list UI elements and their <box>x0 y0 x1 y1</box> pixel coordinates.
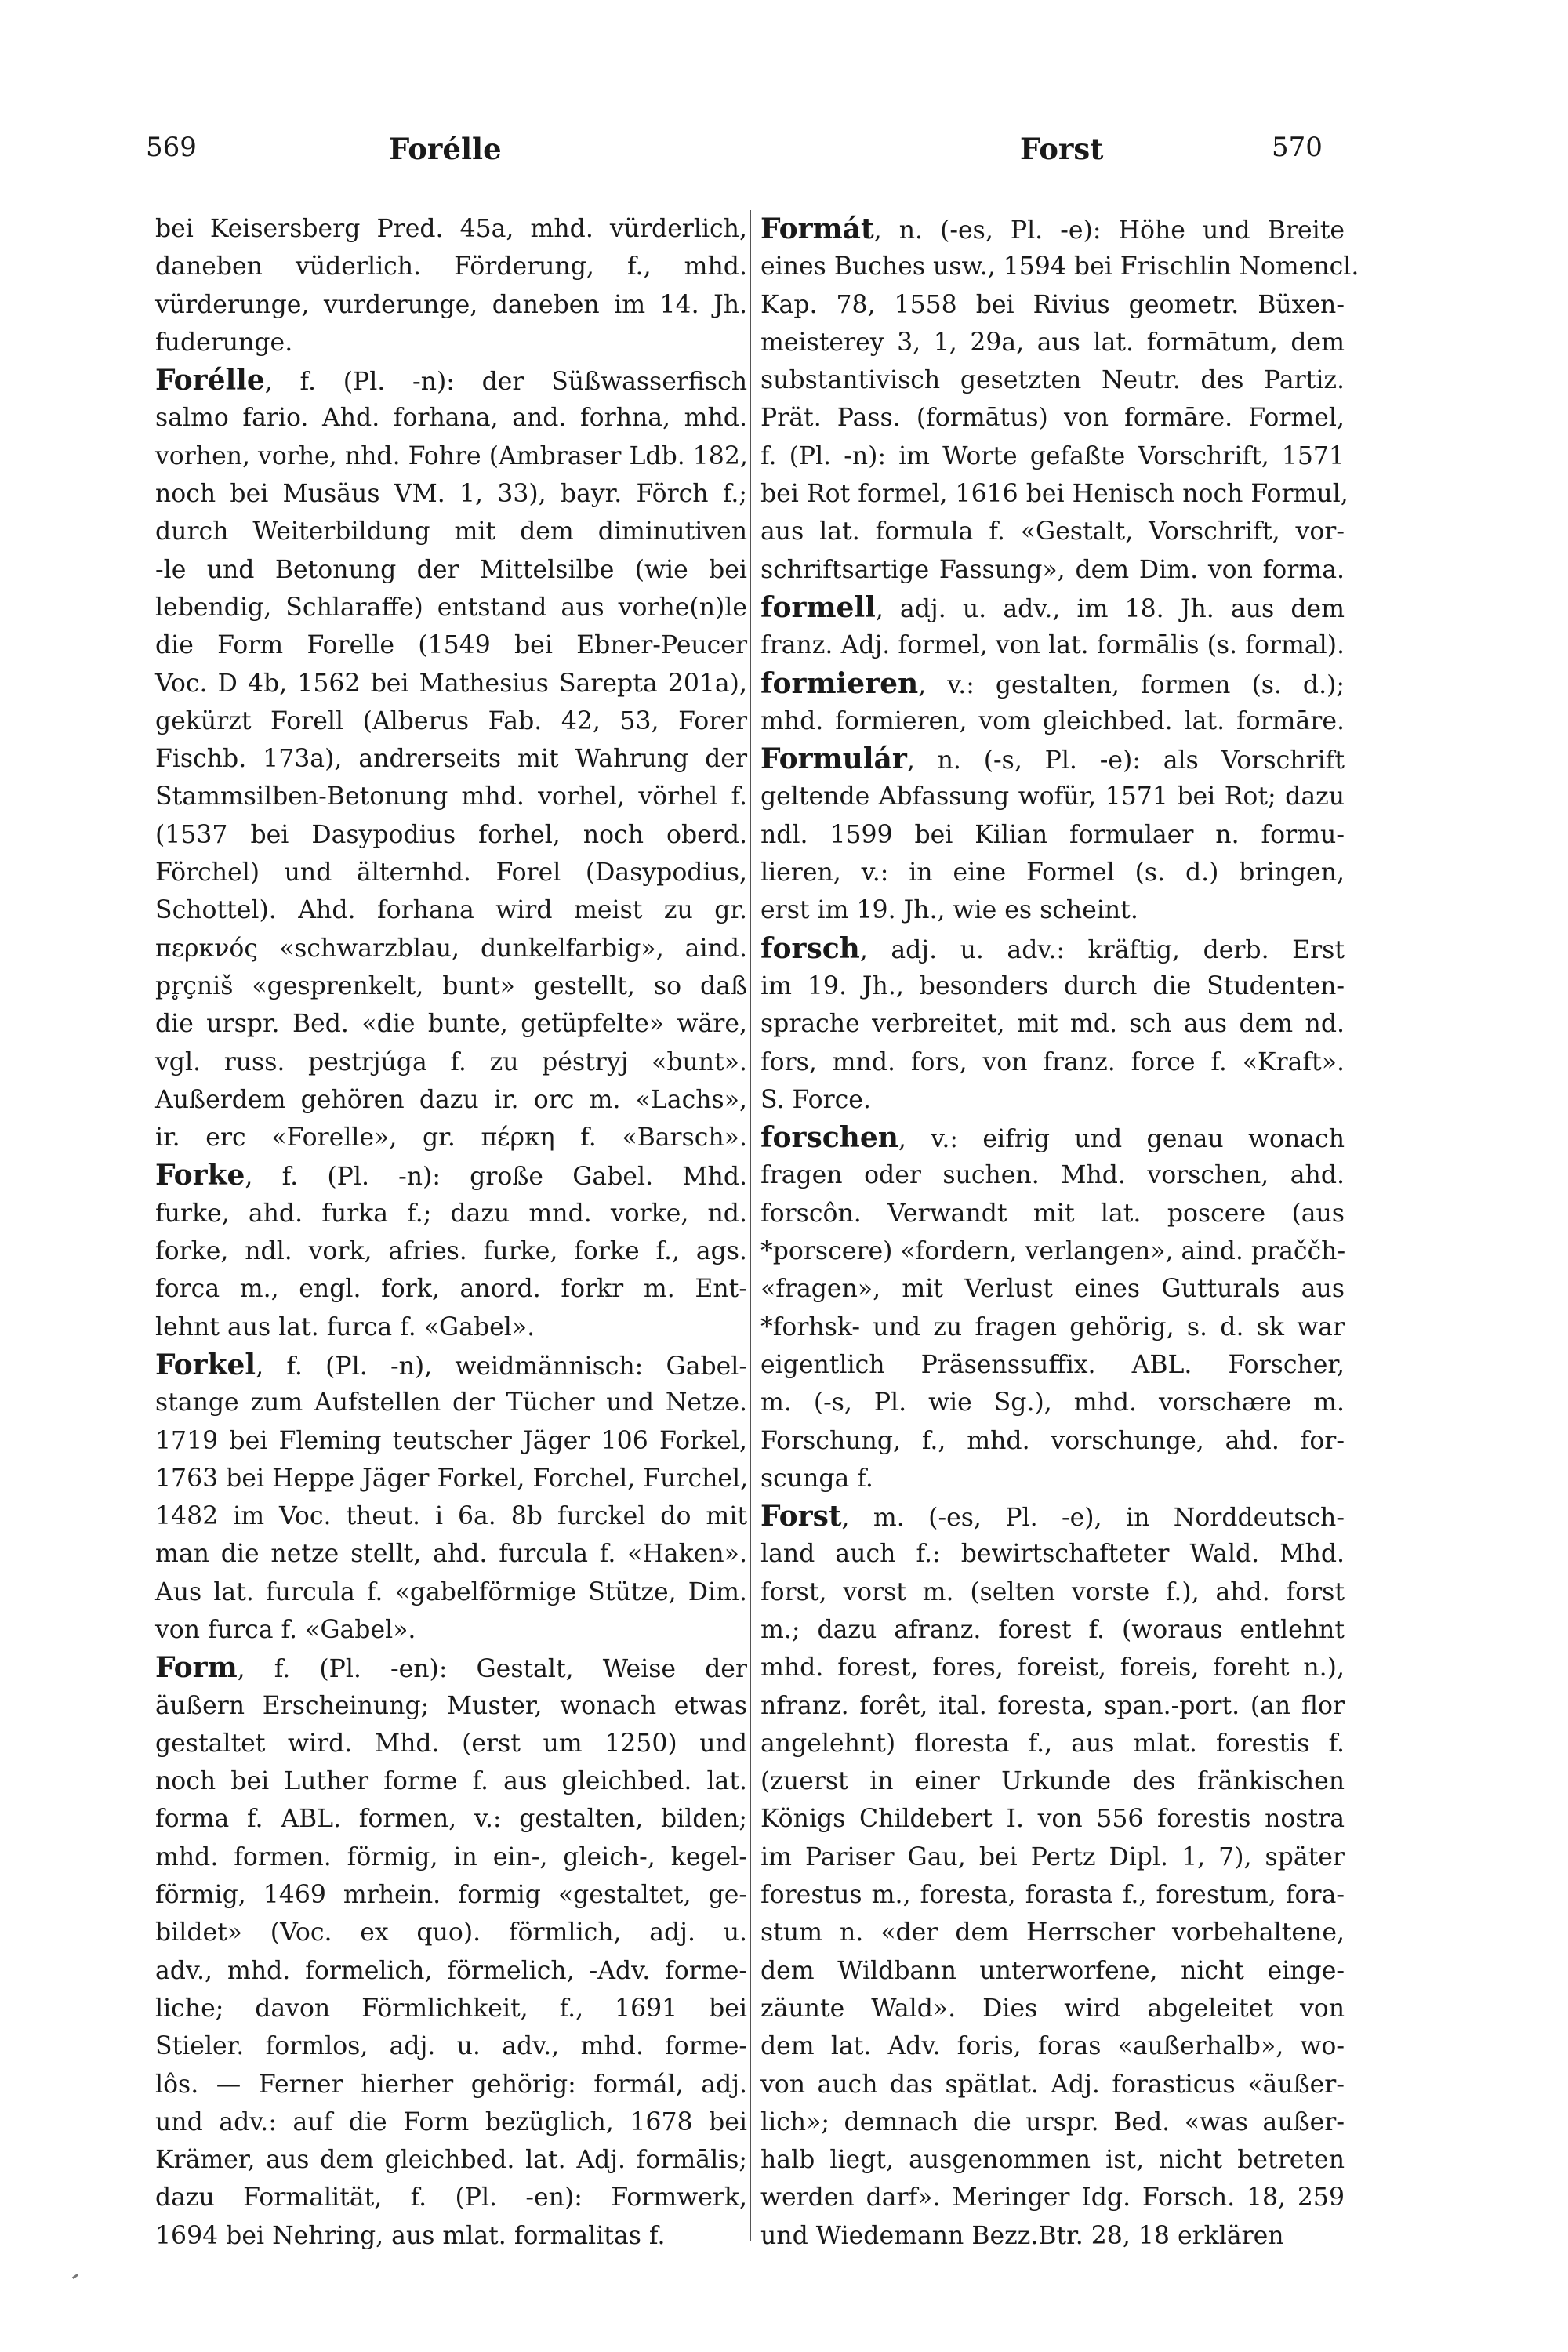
left-column-line: Forélle, f. (Pl. -n): der Süßwasserfisch <box>155 364 747 397</box>
right-column-line: forschen, v.: eifrig und genau wonach <box>760 1121 1345 1155</box>
right-column-line: schriftsartige Fassung», dem Dim. von forma. <box>760 555 1345 584</box>
right-column-line: Forst, m. (-es, Pl. -e), in Norddeutsch- <box>760 1500 1345 1534</box>
left-column-line: fuderunge. <box>155 328 293 357</box>
right-column-line: stum n. «der dem Herrscher vorbehaltene, <box>760 1918 1345 1947</box>
left-column-line: noch bei Luther forme f. aus gleichbed. lat. <box>155 1767 747 1796</box>
right-column-line: forscôn. Verwandt mit lat. poscere (aus <box>760 1199 1345 1228</box>
right-column-line: eines Buches usw., 1594 bei Frischlin Nomencl. <box>760 252 1359 281</box>
left-column-line: Schottel). Ahd. forhana wird meist zu gr. <box>155 896 747 925</box>
right-column-line: zäunte Wald». Dies wird abgeleitet von <box>760 1994 1345 2023</box>
left-column-line: von furca f. «Gabel». <box>155 1615 416 1644</box>
right-column-line: und Wiedemann Bezz.Btr. 28, 18 erklären <box>760 2221 1284 2250</box>
left-column-line: Form, f. (Pl. -en): Gestalt, Weise der <box>155 1651 747 1685</box>
left-column-line: (1537 bei Dasypodius forhel, noch oberd. <box>155 820 747 849</box>
left-column-line: durch Weiterbildung mit dem diminutiven <box>155 517 747 546</box>
left-column-line: forke, ndl. vork, afries. furke, forke f., ags. <box>155 1237 747 1266</box>
right-column-line: *forhsk- und zu fragen gehörig, s. d. sk war <box>760 1312 1345 1341</box>
left-column-line: pr̥çniš «gesprenkelt, bunt» gestellt, so daß <box>155 971 747 1000</box>
right-column-line: substantivisch gesetzten Neutr. des Partiz. <box>760 366 1345 395</box>
right-column <box>760 210 1359 2255</box>
right-column-line: erst im 19. Jh., wie es scheint. <box>760 896 1138 925</box>
left-column-line: 1482 im Voc. theut. i 6a. 8b furckel do mit <box>155 1502 747 1531</box>
left-column-line: vorhen, vorhe, nhd. Fohre (Ambraser Ldb. 182, <box>155 441 748 470</box>
right-column-line: aus lat. formula f. «Gestalt, Vorschrift, vor- <box>760 517 1345 546</box>
right-column-line: Formulár, n. (-s, Pl. -e): als Vorschrift <box>760 742 1345 776</box>
right-column-line: sprache verbreitet, mit md. sch aus dem nd. <box>760 1010 1345 1039</box>
left-column <box>155 210 747 2255</box>
right-column-line: nfranz. forêt, ital. foresta, span.-port. (an flor <box>760 1691 1345 1720</box>
left-column-line: und adv.: auf die Form bezüglich, 1678 bei <box>155 2107 747 2136</box>
right-column-line: forsch, adj. u. adv.: kräftig, derb. Erst <box>760 931 1345 965</box>
left-column-line: äußern Erscheinung; Muster, wonach etwas <box>155 1691 747 1720</box>
left-column-line: liche; davon Förmlichkeit, f., 1691 bei <box>155 1994 747 2023</box>
right-column-line: franz. Adj. formel, von lat. formālis (s. formal). <box>760 631 1345 660</box>
left-column-line: salmo fario. Ahd. forhana, and. forhna, mhd. <box>155 404 747 433</box>
right-column-line: werden darf». Meringer Idg. Forsch. 18, 259 <box>760 2183 1345 2212</box>
left-column-line: forma f. ABL. formen, v.: gestalten, bilden; <box>155 1805 747 1834</box>
right-column-line: forst, vorst m. (selten vorste f.), ahd. forst <box>760 1577 1345 1606</box>
left-column-line: die Form Forelle (1549 bei Ebner-Peucer <box>155 631 747 660</box>
right-column-line: land auch f.: bewirtschafteter Wald. Mhd. <box>760 1540 1345 1569</box>
left-column-line: adv., mhd. formelich, förmelich, -Adv. forme- <box>155 1956 747 1985</box>
right-column-line: forestus m., foresta, forasta f., forestum, fora- <box>760 1881 1345 1910</box>
right-column-line: eigentlich Präsenssuffix. ABL. Forscher, <box>760 1350 1345 1379</box>
right-column-line: von auch das spätlat. Adj. forasticus «äußer- <box>760 2070 1345 2099</box>
running-title-left: Forélle <box>389 132 502 166</box>
left-column-line: bildet» (Voc. ex quo). förmlich, adj. u. <box>155 1918 747 1947</box>
margin-mark <box>72 2274 78 2279</box>
left-column-line: 1763 bei Heppe Jäger Forkel, Forchel, Furchel, <box>155 1464 749 1493</box>
left-column-line: Aus lat. furcula f. «gabelförmige Stütze, Dim. <box>155 1577 747 1606</box>
right-column-line: Formát, n. (-es, Pl. -e): Höhe und Breite <box>760 212 1345 245</box>
left-column-line: 1719 bei Fleming teutscher Jäger 106 Forkel, <box>155 1426 747 1455</box>
right-column-line: m.; dazu afranz. forest f. (woraus entlehnt <box>760 1615 1345 1644</box>
left-column-line: vgl. russ. pestrjúga f. zu péstryj «bunt». <box>155 1047 747 1076</box>
right-column-line: dem Wildbann unterworfene, nicht einge- <box>760 1956 1345 1985</box>
page-header <box>146 132 1447 179</box>
left-column-line: noch bei Musäus VM. 1, 33), bayr. Förch f.; <box>155 480 747 509</box>
left-column-line: lôs. — Ferner hierher gehörig: formál, adj. <box>155 2070 747 2099</box>
left-column-line: stange zum Aufstellen der Tücher und Netze. <box>155 1388 747 1417</box>
right-column-line: m. (-s, Pl. wie Sg.), mhd. vorschære m. <box>760 1388 1345 1417</box>
right-column-line: ndl. 1599 bei Kilian formulaer n. formu- <box>760 820 1345 849</box>
left-column-line: lehnt aus lat. furca f. «Gabel». <box>155 1312 535 1341</box>
right-column-line: halb liegt, ausgenommen ist, nicht betreten <box>760 2146 1345 2175</box>
right-column-line: mhd. forest, fores, foreist, foreis, foreht n.), <box>760 1653 1345 1682</box>
right-column-line: «fragen», mit Verlust eines Gutturals aus <box>760 1275 1345 1304</box>
left-column-line: Stammsilben-Betonung mhd. vorhel, vörhel f. <box>155 782 747 811</box>
left-column-line: ir. erc «Forelle», gr. πέρκη f. «Barsch». <box>155 1123 747 1152</box>
left-column-line: Forke, f. (Pl. -n): große Gabel. Mhd. <box>155 1159 747 1192</box>
left-column-line: Krämer, aus dem gleichbed. lat. Adj. formālis; <box>155 2146 747 2175</box>
right-column-line: formell, adj. u. adv., im 18. Jh. aus dem <box>760 590 1345 624</box>
right-column-line: dem lat. Adv. foris, foras «außerhalb», wo- <box>760 2032 1345 2061</box>
left-column-line: lebendig, Schlaraffe) entstand aus vorhe(n)le <box>155 593 747 622</box>
left-column-line: gekürzt Forell (Alberus Fab. 42, 53, Forer <box>155 706 747 735</box>
right-column-line: f. (Pl. -n): im Worte gefaßte Vorschrift, 1571 <box>760 441 1345 470</box>
right-column-line: (zuerst in einer Urkunde des fränkischen <box>760 1767 1345 1796</box>
left-column-line: dazu Formalität, f. (Pl. -en): Formwerk, <box>155 2183 747 2212</box>
right-column-line: Prät. Pass. (formātus) von formāre. Formel, <box>760 404 1345 433</box>
right-column-line: meisterey 3, 1, 29a, aus lat. formātum, dem <box>760 328 1345 357</box>
right-column-line: lich»; demnach die urspr. Bed. «was außer- <box>760 2107 1345 2136</box>
left-column-line: Fischb. 173a), andrerseits mit Wahrung der <box>155 745 747 774</box>
right-column-line: Königs Childebert I. von 556 forestis nostra <box>760 1805 1345 1834</box>
right-column-line: fors, mnd. fors, von franz. force f. «Kraft». <box>760 1047 1345 1076</box>
left-column-line: Außerdem gehören dazu ir. orc m. «Lachs», <box>155 1085 747 1114</box>
left-column-line: vürderunge, vurderunge, daneben im 14. Jh. <box>155 290 747 319</box>
right-column-line: lieren, v.: in eine Formel (s. d.) bringen, <box>760 858 1345 887</box>
right-column-line: im 19. Jh., besonders durch die Studenten- <box>760 971 1345 1000</box>
running-title-right: Forst <box>1020 132 1104 166</box>
left-column-line: Voc. D 4b, 1562 bei Mathesius Sarepta 201a), <box>155 669 747 698</box>
right-column-line: bei Rot formel, 1616 bei Henisch noch Formul, <box>760 480 1348 509</box>
column-divider <box>750 210 751 2241</box>
left-column-line: daneben vüderlich. Förderung, f., mhd. <box>155 252 747 281</box>
left-column-line: Stieler. formlos, adj. u. adv., mhd. forme- <box>155 2032 747 2061</box>
page-number-right: 570 <box>1272 132 1323 163</box>
right-column-line: scunga f. <box>760 1464 873 1493</box>
left-column-line: man die netze stellt, ahd. furcula f. «Haken». <box>155 1540 747 1569</box>
right-column-line: Kap. 78, 1558 bei Rivius geometr. Büxen- <box>760 290 1345 319</box>
page-number-left: 569 <box>146 132 197 163</box>
right-column-line: geltende Abfassung wofür, 1571 bei Rot; dazu <box>760 782 1345 811</box>
left-column-line: Forkel, f. (Pl. -n), weidmännisch: Gabel- <box>155 1348 747 1381</box>
left-column-line: die urspr. Bed. «die bunte, getüpfelte» wäre, <box>155 1010 747 1039</box>
right-column-line: angelehnt) floresta f., aus mlat. forestis f. <box>760 1729 1345 1758</box>
left-column-line: περκνός «schwarzblau, dunkelfarbig», aind. <box>155 934 747 963</box>
right-column-line: fragen oder suchen. Mhd. vorschen, ahd. <box>760 1161 1345 1190</box>
left-column-line: mhd. formen. förmig, in ein-, gleich-, kegel- <box>155 1842 747 1871</box>
right-column-line: formieren, v.: gestalten, formen (s. d.); <box>760 666 1345 700</box>
left-column-line: forca m., engl. fork, anord. forkr m. Ent- <box>155 1275 747 1304</box>
left-column-line: furke, ahd. furka f.; dazu mnd. vorke, nd. <box>155 1199 747 1228</box>
left-column-line: gestaltet wird. Mhd. (erst um 1250) und <box>155 1729 747 1758</box>
right-column-line: mhd. formieren, vom gleichbed. lat. formāre. <box>760 706 1345 735</box>
right-column-line: Forschung, f., mhd. vorschunge, ahd. for- <box>760 1426 1345 1455</box>
right-column-line: im Pariser Gau, bei Pertz Dipl. 1, 7), später <box>760 1842 1345 1871</box>
left-column-line: förmig, 1469 mrhein. formig «gestaltet, ge- <box>155 1881 747 1910</box>
right-column-line: *porscere) «fordern, verlangen», aind. praččh- <box>760 1237 1346 1266</box>
left-column-line: bei Keisersberg Pred. 45a, mhd. vürderlich, <box>155 215 747 243</box>
left-column-line: 1694 bei Nehring, aus mlat. formalitas f. <box>155 2221 666 2250</box>
left-column-line: Förchel) und älternhd. Forel (Dasypodius, <box>155 858 747 887</box>
left-column-line: -le und Betonung der Mittelsilbe (wie bei <box>155 555 747 584</box>
right-column-line: S. Force. <box>760 1085 871 1114</box>
